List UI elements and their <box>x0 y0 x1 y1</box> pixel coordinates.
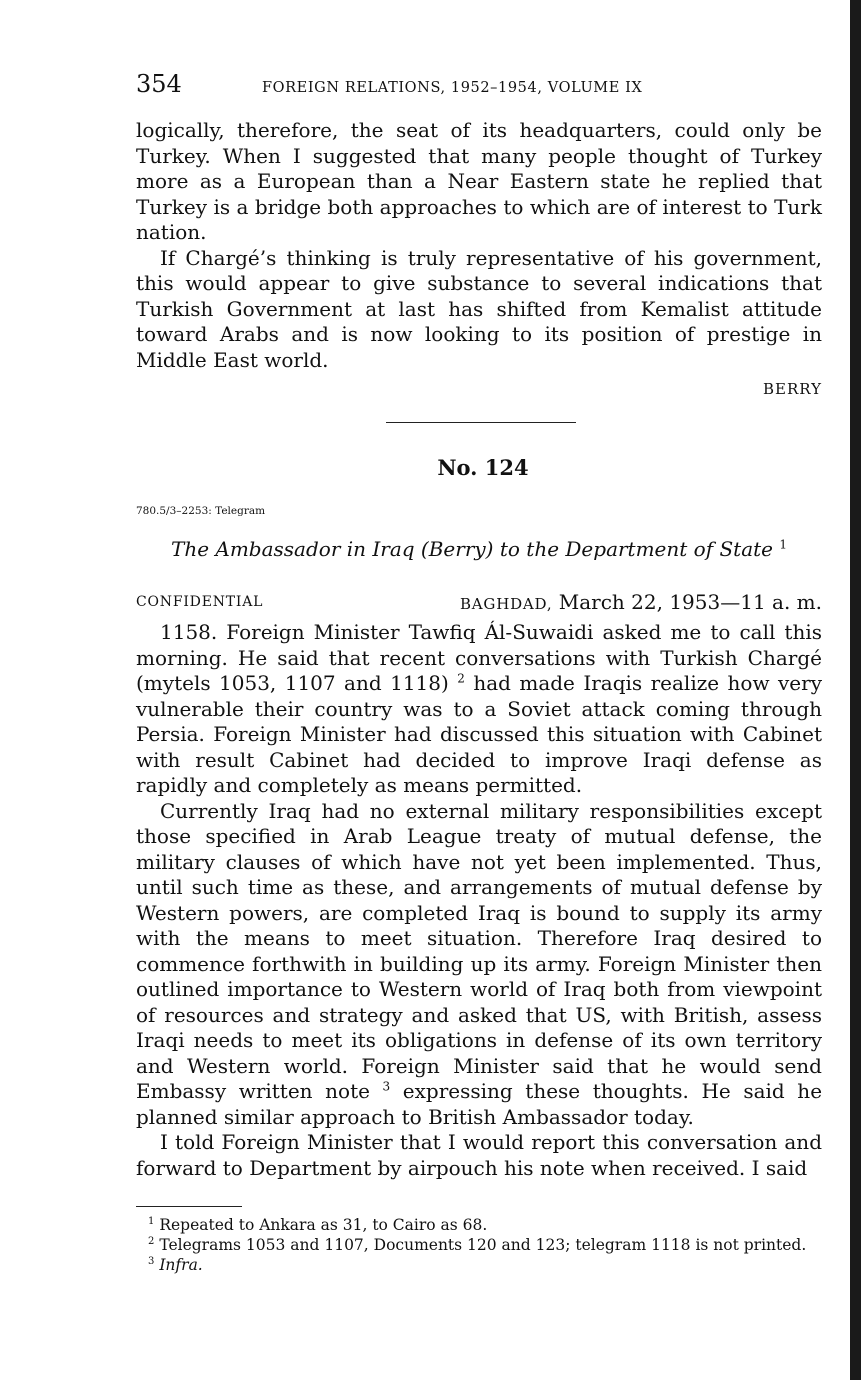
footnote-marker: 2 <box>148 1235 155 1247</box>
paragraph-text: 1158. Foreign Minister Tawfiq Ál-Suwaidi asked me to call this morning. He said that recent conversations with Turkish Chargé (mytels 1053, 1107 and 1118) <box>136 620 822 695</box>
signature: BERRY <box>762 380 822 398</box>
place: BAGHDAD, <box>459 595 553 613</box>
footnotes <box>136 1215 822 1275</box>
footnote-rule <box>136 1206 242 1207</box>
place-and-date <box>460 590 822 614</box>
footnote: $^2$ Telegrams 1053 and 1107, Documents 120 and 123; telegram 1118 is not printed. <box>148 1235 807 1254</box>
running-head: FOREIGN RELATIONS, 1952–1954, VOLUME IX <box>262 80 643 96</box>
page-number: 354 <box>136 70 182 98</box>
paragraph: logically, therefore, the seat of its headquarters, could only be Turkey. When I suggested that many people thought of Turkey more as a European than a Near Eastern state he replied that Turkey is a bridge both approaches to which are of interest to Turk nation. <box>136 118 822 244</box>
section-divider <box>386 422 576 423</box>
footnote-marker: 2 <box>457 671 465 686</box>
paragraph: I told Foreign Minister that I would report this conversation and forward to Department by airpouch his note when received. I said <box>136 1130 822 1180</box>
paragraph: If Chargé’s thinking is truly representative of his government, this would appear to give substance to several indications that Turkish Government at last has shifted from Kemalist attitude toward Arabs and is now looking to its position of prestige in Middle East world. <box>136 245 822 372</box>
footnote: $^1$ Repeated to Ankara as 31, to Cairo as 68. <box>148 1215 488 1234</box>
telegram-body <box>136 620 822 1181</box>
paragraph <box>136 799 822 1131</box>
classification-label: CONFIDENTIAL <box>136 594 264 610</box>
footnote-marker: 1 <box>148 1215 155 1227</box>
footnote-marker: 3 <box>382 1079 391 1094</box>
footnote-marker: 3 <box>148 1255 155 1267</box>
page-header <box>136 70 822 104</box>
file-reference: 780.5/3–2253: Telegram <box>136 505 266 517</box>
date: March 22, 1953—11 a. m. <box>558 590 822 614</box>
paragraph <box>136 620 822 799</box>
document-title-text: The Ambassador in Iraq (Berry) to the Department of State <box>170 537 773 561</box>
page-edge-shadow <box>850 0 861 1380</box>
paragraph-text: Currently Iraq had no external military responsibilities except those specified in Arab League treaty of mutual defense, the military clauses of which have not yet been implemented. Thus, until such time as these, and arrangements of mutual defense by Western powers, are completed Iraq is bound to supply its army with the means to meet situation. Therefore Iraq desired to commence forthwith in building up its army. Foreign Minister then outlined importance to Western world of Iraq both from viewpoint of resources and strategy and asked that US, with British, assess Iraqi needs to meet its obligations in defense of its own territory and Western world. Foreign Minister said that he would send Embassy written note <box>136 798 822 1103</box>
paragraph-text: had made Iraqis realize how very vulnerable their country was to a Soviet attack coming through Persia. Foreign Minister had discussed this situation with Cabinet with result Cabinet had decided to improve Iraqi defense as rapidly and completely as means permitted. <box>136 671 823 797</box>
footnote: $^3$ Infra. <box>148 1255 203 1274</box>
dateline <box>136 590 822 616</box>
continued-text <box>136 118 822 373</box>
paragraph-text: expressing these thoughts. He said he planned similar approach to British Ambassador today. <box>136 1079 823 1129</box>
document-number: No. 124 <box>437 455 529 480</box>
document-title <box>136 537 822 561</box>
footnote-marker: 1 <box>779 537 787 552</box>
